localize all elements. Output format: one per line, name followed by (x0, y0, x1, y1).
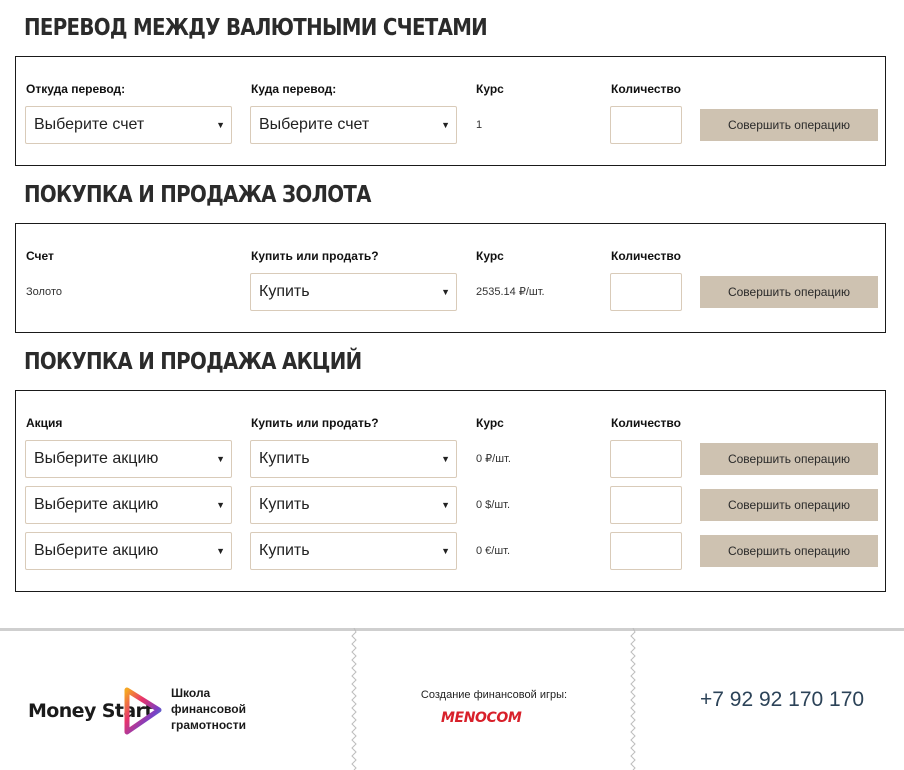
rate-label: Курс (476, 249, 504, 263)
transfer-panel (15, 56, 886, 166)
footer (0, 628, 904, 770)
gold-section-title: ПОКУПКА И ПРОДАЖА ЗОЛОТА (24, 182, 371, 208)
stock-submit-button[interactable]: Совершить операцию (700, 443, 878, 475)
to-label: Куда перевод: (251, 82, 337, 96)
phone-number[interactable]: +7 92 92 170 170 (700, 688, 865, 711)
stock-quantity-input[interactable] (610, 532, 682, 570)
stock-rate-value: 0 ₽/шт. (476, 453, 511, 465)
school-line-1: Школа (171, 686, 211, 700)
chevron-down-icon: ▼ (216, 546, 225, 556)
rate-value: 1 (476, 119, 483, 131)
chevron-down-icon: ▼ (441, 287, 450, 297)
chevron-down-icon: ▼ (216, 120, 225, 130)
from-account-value: Выберите счет (34, 116, 145, 133)
to-account-select[interactable] (250, 106, 457, 144)
stock-action-value: Купить (259, 542, 310, 559)
gold-action-value: Купить (259, 283, 310, 300)
from-account-select[interactable] (25, 106, 232, 144)
footer-divider (0, 628, 904, 631)
gold-submit-button[interactable]: Совершить операцию (700, 276, 878, 308)
stock-action-value: Купить (259, 450, 310, 467)
stock-rate-value: 0 €/шт. (476, 545, 511, 557)
stock-select[interactable] (25, 486, 232, 524)
stock-action-select[interactable] (250, 532, 457, 570)
stocks-section-title: ПОКУПКА И ПРОДАЖА АКЦИЙ (24, 349, 362, 375)
quantity-label: Количество (611, 82, 681, 96)
school-line-3: грамотности (171, 718, 246, 732)
gold-panel (15, 223, 886, 333)
stock-select-value: Выберите акцию (34, 496, 159, 513)
creator-label: Создание финансовой игры: (420, 689, 568, 701)
stock-select-value: Выберите акцию (34, 450, 159, 467)
buy-or-sell-label: Купить или продать? (251, 416, 379, 430)
stock-select[interactable] (25, 532, 232, 570)
rate-label: Курс (476, 416, 504, 430)
gold-quantity-input[interactable] (610, 273, 682, 311)
stock-submit-button[interactable]: Совершить операцию (700, 535, 878, 567)
from-label: Откуда перевод: (26, 82, 126, 96)
chevron-down-icon: ▼ (441, 120, 450, 130)
stock-quantity-input[interactable] (610, 486, 682, 524)
stock-action-select[interactable] (250, 440, 457, 478)
stock-select[interactable] (25, 440, 232, 478)
rate-label: Курс (476, 82, 504, 96)
account-label: Счет (26, 249, 54, 263)
stock-rate-value: 0 $/шт. (476, 499, 511, 511)
quantity-label: Количество (611, 249, 681, 263)
chevron-down-icon: ▼ (441, 454, 450, 464)
stocks-panel (15, 390, 886, 592)
quantity-input[interactable] (610, 106, 682, 144)
school-line-2: финансовой (171, 702, 246, 716)
buy-or-sell-label: Купить или продать? (251, 249, 379, 263)
gold-account-value: Золото (26, 286, 62, 298)
menocom-logo[interactable] (441, 708, 545, 736)
stock-action-select[interactable] (250, 486, 457, 524)
chevron-down-icon: ▼ (441, 500, 450, 510)
stock-select-value: Выберите акцию (34, 542, 159, 559)
stock-quantity-input[interactable] (610, 440, 682, 478)
transfer-submit-button[interactable]: Совершить операцию (700, 109, 878, 141)
gold-rate-value: 2535.14 ₽/шт. (476, 286, 545, 298)
stock-action-value: Купить (259, 496, 310, 513)
stock-submit-button[interactable]: Совершить операцию (700, 489, 878, 521)
brand-name: Money Start (28, 700, 153, 722)
chevron-down-icon: ▼ (441, 546, 450, 556)
quantity-label: Количество (611, 416, 681, 430)
gold-action-select[interactable] (250, 273, 457, 311)
transfer-section-title: ПЕРЕВОД МЕЖДУ ВАЛЮТНЫМИ СЧЕТАМИ (24, 15, 488, 41)
chevron-down-icon: ▼ (216, 454, 225, 464)
to-account-value: Выберите счет (259, 116, 370, 133)
menocom-logo-text: MENOCOM (441, 710, 522, 726)
stock-label: Акция (26, 416, 63, 430)
chevron-down-icon: ▼ (216, 500, 225, 510)
